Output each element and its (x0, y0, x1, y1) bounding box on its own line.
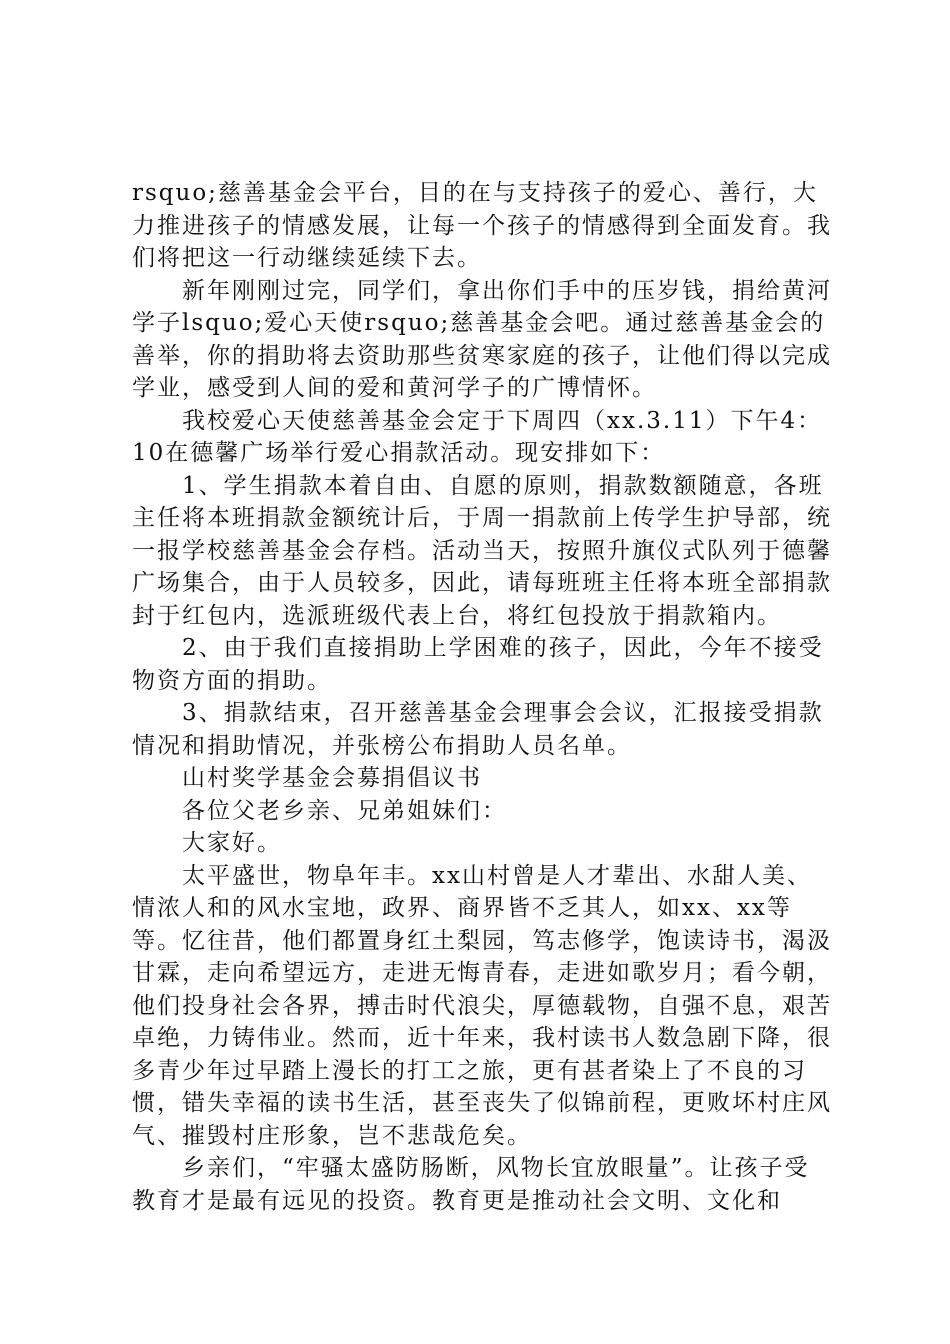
salutation: 各位父老乡亲、兄弟姐妹们： (132, 797, 507, 824)
paragraph-appeal: 乡亲们，“牢骚太盛防肠断，风物长宜放眼量”。让孩子受教育才是最有远见的投资。教育更是推动社会文明、文化和 (132, 1155, 810, 1214)
paragraph-village-history: 太平盛世，物阜年丰。xx山村曾是人才辈出、水甜人美、情浓人和的风水宝地，政界、商界皆不乏其人，如xx、xx等等。忆往昔，他们都置身红土梨园，笃志修学，饱读诗书，渴汲甘霖，走向希望远方，走进无悔青春，走进如歌岁月；看今朝，他们投身社会各界，搏击时代浪尖，厚德载物，自强不息，艰苦卓绝，力铸伟业。然而，近十年来，我村读书人数急剧下降，很多青少年过早踏上漫长的打工之旅，更有甚者染上了不良的习惯，错失幸福的读书生活，甚至丧失了似锦前程，更败坏村庄风气、摧毁村庄形象，岂不悲哉危矣。 (132, 862, 832, 1149)
paragraph-event-schedule: 我校爱心天使慈善基金会定于下周四（xx.3.11）下午4：10在德馨广场举行爱心捐款活动。现安排如下： (132, 407, 823, 466)
paragraph-item-2: 2、由于我们直接捐助上学困难的孩子，因此，今年不接受物资方面的捐助。 (132, 635, 824, 694)
paragraph-item-1: 1、学生捐款本着自由、自愿的原则，捐款数额随意，各班主任将本班捐款金额统计后，于周一捐款前上传学生护导部，统一报学校慈善基金会存档。活动当天，按照升旗仪式队列于德馨广场集合，由于人员较多，因此，请每班班主任将本班全部捐款封于红包内，选派班级代表上台，将红包投放于捐款箱内。 (132, 472, 832, 629)
paragraph-item-3: 3、捐款结束，召开慈善基金会理事会会议，汇报接受捐款情况和捐助情况，并张榜公布捐助人员名单。 (132, 700, 824, 759)
paragraph-new-year-donation: 新年刚刚过完，同学们，拿出你们手中的压岁钱，捐给黄河学子lsquo;爱心天使rsquo;慈善基金会吧。通过慈善基金会的善举，你的捐助将去资助那些贫寒家庭的孩子，让他们得以完成学业，感受到人间的爱和黄河学子的广博情怀。 (132, 277, 832, 401)
greeting: 大家好。 (132, 830, 282, 856)
paragraph-foundation-platform: rsquo;慈善基金会平台，目的在与支持孩子的爱心、善行，大力推进孩子的情感发展，让每一个孩子的情感得到全面发育。我们将把这一行动继续延续下去。 (132, 180, 832, 271)
section-heading: 山村奖学基金会募捐倡议书 (132, 765, 482, 791)
document-body (132, 177, 832, 1217)
